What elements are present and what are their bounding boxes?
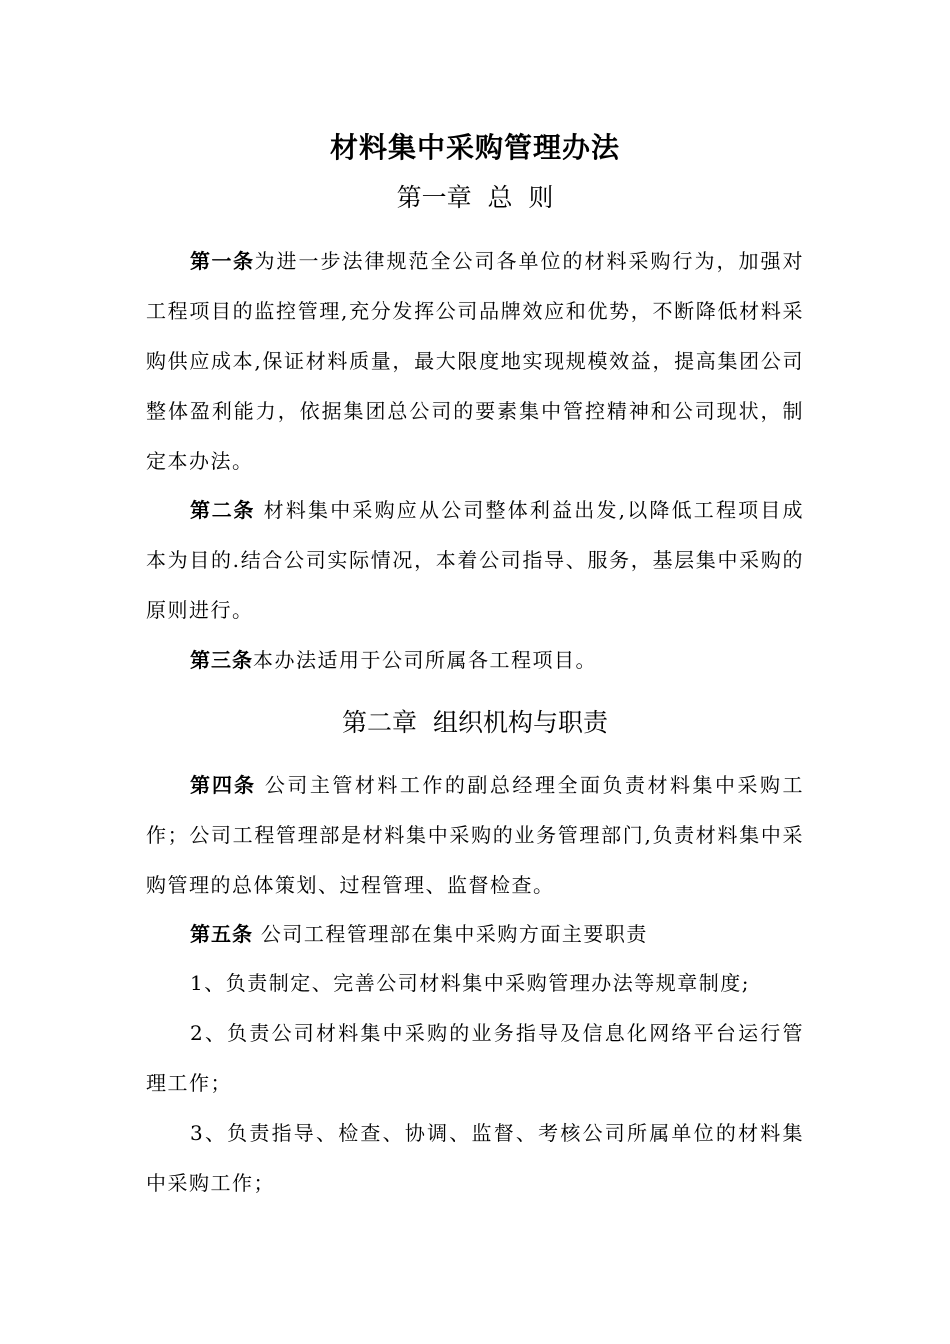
article-4-text: 公司主管材料工作的副总经理全面负责材料集中采购工作；公司工程管理部是材料集中采购的业务管理部门,负责材料集中采购管理的总体策划、过程管理、监督检查。 (146, 773, 804, 897)
chapter-2-heading: 第二章 组织机构与职责 (342, 708, 608, 737)
article-1 (146, 236, 804, 486)
article-3-label: 第三条 (190, 648, 253, 672)
article-5-text: 公司工程管理部在集中采购方面主要职责 (253, 922, 648, 946)
duty-item-3: 3、负责指导、检查、协调、监督、考核公司所属单位的材料集中采购工作； (146, 1121, 804, 1195)
article-3-text: 本办法适用于公司所属各工程项目。 (253, 648, 597, 672)
chapter-1-heading: 第一章 总 则 (396, 183, 554, 212)
article-4 (146, 760, 804, 910)
article-2-label: 第二条 (190, 498, 256, 522)
article-1-label: 第一条 (190, 249, 255, 273)
article-2-text: 材料集中采购应从公司整体利益出发,以降低工程项目成本为目的.结合公司实际情况，本着公司指导、服务，基层集中采购的原则进行。 (146, 498, 805, 622)
duty-item-2: 2、负责公司材料集中采购的业务指导及信息化网络平台运行管理工作； (146, 1021, 804, 1095)
article-2 (146, 485, 804, 635)
article-4-label: 第四条 (190, 773, 257, 797)
article-1-text: 为进一步法律规范全公司各单位的材料采购行为，加强对工程项目的监控管理,充分发挥公司品牌效应和优势，不断降低材料采购供应成本,保证材料质量，最大限度地实现规模效益，提高集团公司整体盈利能力，依据集团总公司的要素集中管控精神和公司现状，制定本办法。 (146, 249, 804, 473)
article-3 (146, 635, 804, 685)
document-title: 材料集中采购管理办法 (329, 131, 620, 164)
article-5-label: 第五条 (190, 922, 253, 946)
duty-item-1: 1、负责制定、完善公司材料集中采购管理办法等规章制度; (190, 971, 750, 995)
article-5 (146, 909, 804, 959)
